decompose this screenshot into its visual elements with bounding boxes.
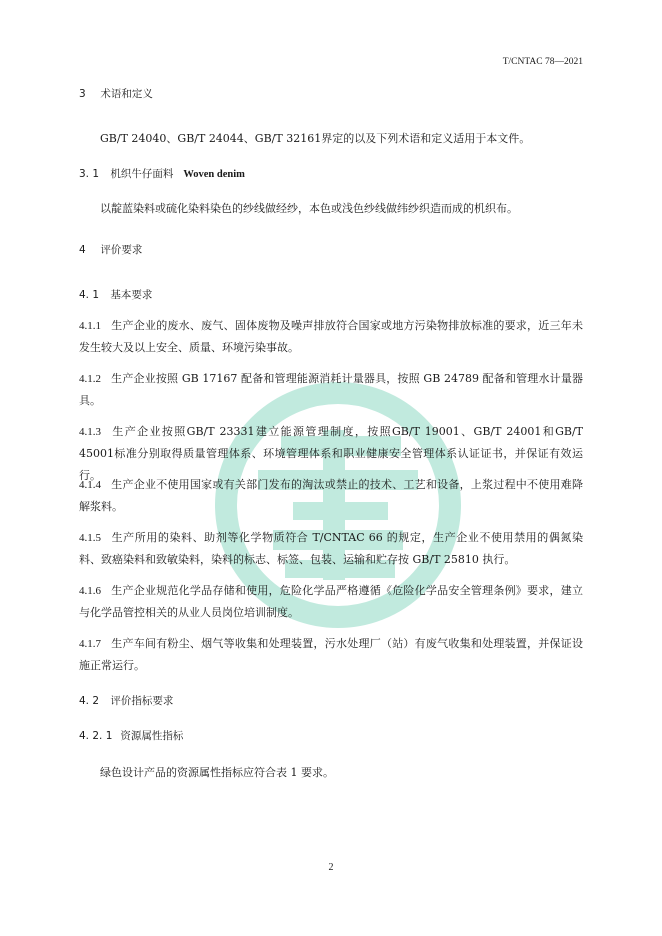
clause-number: 4.1.4	[79, 479, 101, 491]
section-4-heading	[79, 242, 142, 257]
section-3-intro: GB/T 24040、GB/T 24044、GB/T 32161界定的以及下列术语和定义适用于本文件。	[100, 132, 531, 145]
section-3-1-definition: 以靛蓝染料或硫化染料染色的纱线做经纱，本色或浅色纱线做纬纱织造而成的机织布。	[100, 202, 518, 215]
section-4-2-heading	[79, 693, 173, 708]
section-3-heading	[79, 86, 153, 101]
section-title: 术语和定义	[100, 88, 153, 100]
clause-number: 4.1.1	[79, 320, 101, 332]
clause-text: 生产企业按照 GB 17167 配备和管理能源消耗计量器具，按照 GB 24789 配备和管理水计量器具。	[79, 372, 583, 407]
section-number: 4	[79, 244, 86, 256]
clause-text: 生产企业的废水、废气、固体废物及噪声排放符合国家或地方污染物排放标准的要求，近三年未发生较大及以上安全、质量、环境污染事故。	[79, 319, 583, 354]
section-4-2-1-text: 绿色设计产品的资源属性指标应符合表 1 要求。	[100, 766, 334, 779]
clause-4-1-1	[79, 315, 583, 359]
clause-text: 生产企业按照GB/T 23331建立能源管理制度，按照GB/T 19001、GB/T 24001和GB/T 45001标准分别取得质量管理体系、环境管理体系和职业健康安全管理体系认证证书，并保证有效运行。	[79, 425, 583, 482]
section-number: 3. 1	[79, 168, 100, 180]
clause-4-1-6	[79, 580, 583, 624]
section-3-1-heading	[79, 166, 245, 181]
clause-number: 4.1.5	[79, 532, 101, 544]
section-number: 4. 2. 1	[79, 730, 113, 742]
clause-number: 4.1.2	[79, 373, 101, 385]
clause-text: 生产企业规范化学品存储和使用，危险化学品严格遵循《危险化学品安全管理条例》要求，建立与化学品管控相关的从业人员岗位培训制度。	[79, 584, 583, 619]
page-number: 2	[328, 862, 334, 873]
section-title: 机织牛仔面料	[110, 168, 174, 180]
clause-4-1-4	[79, 474, 583, 518]
section-title: 资源属性指标	[120, 730, 184, 742]
section-number: 3	[79, 88, 86, 100]
section-number: 4. 2	[79, 695, 100, 707]
clause-4-1-5	[79, 527, 583, 571]
section-title: 评价指标要求	[110, 695, 174, 707]
section-title-english: Woven denim	[183, 169, 245, 180]
clause-number: 4.1.6	[79, 585, 101, 597]
section-title: 基本要求	[110, 289, 153, 301]
clause-number: 4.1.3	[79, 426, 101, 438]
clause-4-1-7	[79, 633, 583, 677]
clause-number: 4.1.7	[79, 638, 101, 650]
section-number: 4. 1	[79, 289, 100, 301]
clause-text: 生产车间有粉尘、烟气等收集和处理装置，污水处理厂（站）有废气收集和处理装置，并保证设施正常运行。	[79, 637, 583, 672]
section-title: 评价要求	[100, 244, 143, 256]
clause-text: 生产所用的染料、助剂等化学物质符合 T/CNTAC 66 的规定，生产企业不使用禁用的偶氮染料、致癌染料和致敏染料，染料的标志、标签、包装、运输和贮存按 GB/T 25810 执行。	[79, 531, 583, 566]
section-4-1-heading	[79, 287, 152, 302]
clause-4-1-2	[79, 368, 583, 412]
section-4-2-1-heading	[79, 728, 183, 743]
document-code: T/CNTAC 78—2021	[502, 57, 583, 67]
clause-text: 生产企业不使用国家或有关部门发布的淘汰或禁止的技术、工艺和设备，上浆过程中不使用难降解浆料。	[79, 478, 583, 513]
